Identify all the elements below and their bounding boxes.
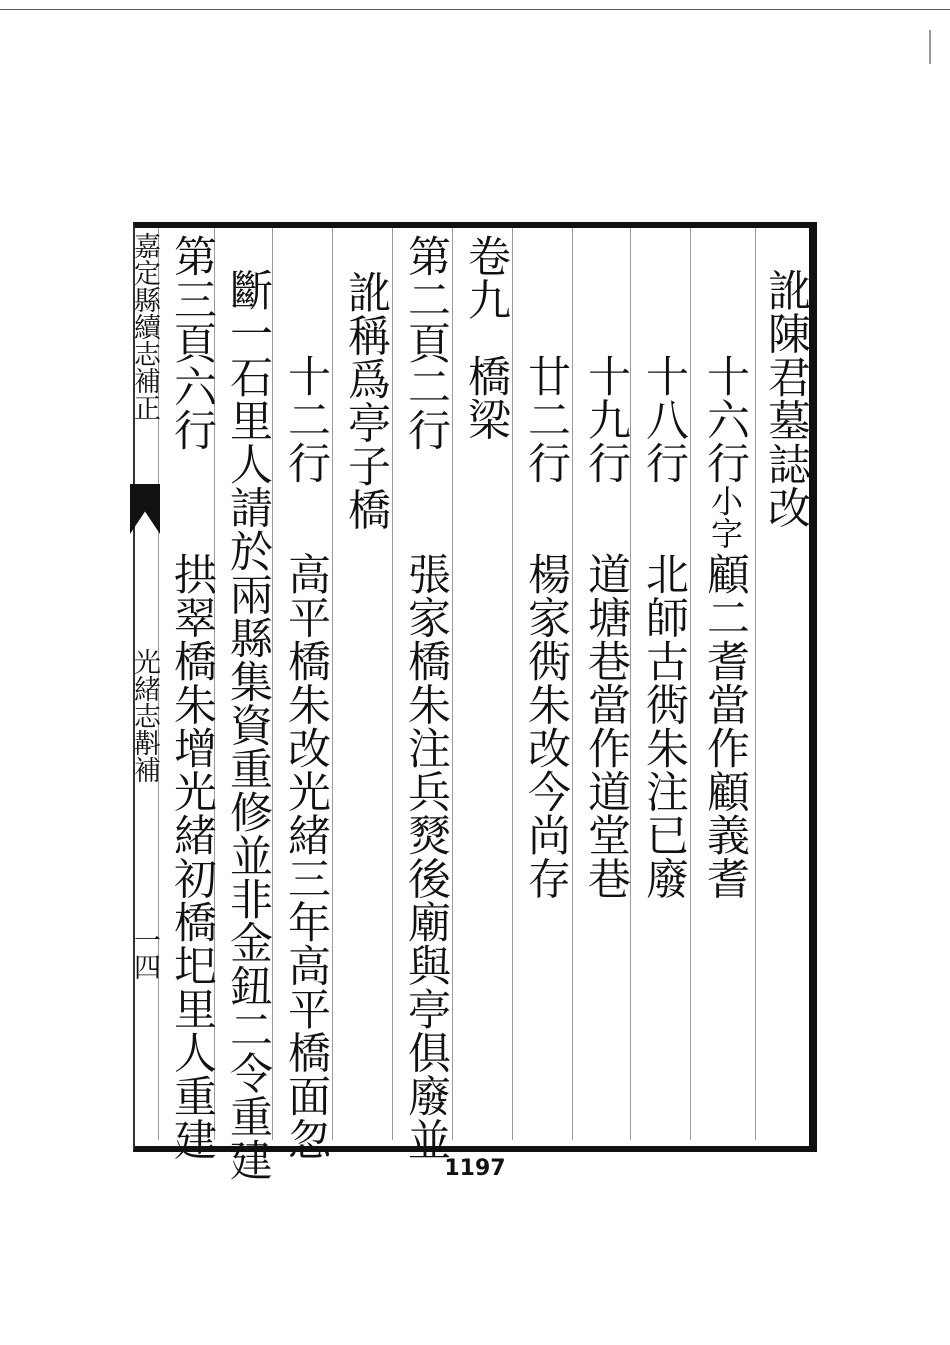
margin-book-title: 嘉定縣續志補正 — [129, 232, 160, 421]
column-text: 斷一石里人請於兩縣集資重修並非金鈕二令重建 — [223, 268, 273, 1182]
text-column — [636, 552, 692, 900]
text-column — [220, 268, 276, 1182]
column-heading: 十二行 — [281, 354, 331, 485]
text-column — [636, 354, 692, 485]
column-heading: 十九行 — [581, 354, 631, 485]
text-column — [278, 354, 334, 485]
column-text: 拱翠橋朱增光緒初橋圯里人重建 — [167, 552, 217, 1161]
text-column — [398, 234, 454, 452]
text-column — [278, 552, 334, 1161]
column-heading: 廿二行 — [521, 354, 571, 485]
column-text: 訛稱爲亭子橋 — [341, 270, 391, 531]
column-heading: 第三頁六行 — [167, 234, 217, 452]
small-print-note: 小字 — [706, 484, 744, 550]
text-column — [458, 234, 514, 321]
column-text: 訛陳君墓誌改 — [761, 268, 811, 529]
text-column — [697, 354, 753, 550]
page-number: 1197 — [444, 1156, 506, 1181]
text-column — [164, 552, 220, 1161]
scan-corner-mark — [929, 30, 931, 64]
column-text: 高平橋朱改光緒三年高平橋面忽 — [281, 552, 331, 1161]
margin-leaf-number: 一四 — [129, 926, 160, 980]
column-rule — [755, 228, 756, 1140]
column-heading: 十六行 — [700, 354, 750, 485]
section-title: 橋梁 — [461, 354, 511, 441]
text-column — [697, 552, 753, 900]
chapter-heading: 卷九 — [461, 234, 511, 321]
scan-top-edge — [0, 9, 950, 10]
text-column — [758, 268, 814, 529]
column-text: 張家橋朱注兵燹後廟與亭俱廢並 — [401, 552, 451, 1161]
text-column — [338, 270, 394, 531]
column-heading: 十八行 — [639, 354, 689, 485]
column-text: 楊家衖朱改今尚存 — [521, 552, 571, 900]
text-column — [518, 552, 574, 900]
text-column — [164, 234, 220, 452]
text-column — [518, 354, 574, 485]
margin-section: 光緒志斠補 — [129, 648, 160, 783]
column-heading: 第二頁二行 — [401, 234, 451, 452]
column-text: 道塘巷當作道堂巷 — [581, 552, 631, 900]
text-column — [458, 354, 514, 441]
text-column — [398, 552, 454, 1161]
column-text: 北師古衖朱注已廢 — [639, 552, 689, 900]
column-text: 顧二耆當作顧義耆 — [700, 552, 750, 900]
text-column — [578, 552, 634, 900]
text-column — [578, 354, 634, 485]
